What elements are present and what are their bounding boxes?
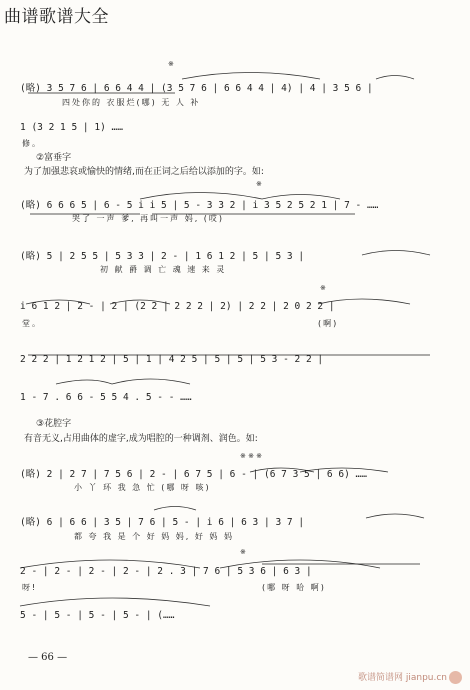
s3-row2-notation: (略) 6 | 6 6 | 3 5 | 7 6 | 5 - | i 6 | 6 3 | 3 7 | <box>20 517 305 528</box>
s2-row2-notation: (略) 5 | 2 5 5 | 5 3 3 | 2 - | 1 6 1 2 | 5 | 5 3 | <box>20 251 305 262</box>
ornament-mark: ※ <box>240 548 246 556</box>
s3-description: 有音无义,占用曲体的虚字,成为唱腔的一种调剂、润色。如: <box>24 434 258 444</box>
s3-row3-lyrics-main: 呀! <box>22 583 38 592</box>
s3-row1-notation: (略) 2 | 2 7 | 7 5 6 | 2 - | 6 7 5 | 6 - | (6 7 3 5 | 6 6) …… <box>20 469 367 480</box>
s3-row3-lyrics-aside: (哪 呀 哈 啊) <box>262 583 326 592</box>
s2-row4-notation: 2 2 2 | 1 2 1 2 | 5 | 1 | 4 2 5 | 5 | 5 | 5 3 - 2 2 | <box>20 354 324 365</box>
s3-row1-lyrics: 小 丫 环 我 急 忙 (哪 呀 咳) <box>74 483 211 492</box>
s1-line2-notation: 1 (3 2 1 5 | 1) …… <box>20 122 123 133</box>
ornament-mark: ※ <box>256 180 262 188</box>
s3-heading: ③花腔字 <box>36 419 72 429</box>
s2-row3-lyrics-aside: (啊) <box>318 319 339 328</box>
ornament-mark: ※ <box>320 284 326 292</box>
s3-row4-notation: 5 - | 5 - | 5 - | 5 - | (…… <box>20 610 175 621</box>
s2-heading: ②富垂字 <box>36 153 72 163</box>
s2-row5-notation: 1 - 7 . 6 6 - 5 5 4 . 5 - - …… <box>20 392 192 403</box>
s2-row3-lyrics-main: 堂。 <box>22 319 42 328</box>
s1-line2-lyrics: 修。 <box>22 139 42 148</box>
watermark <box>358 670 462 684</box>
s2-row3-notation: i 6 1 2 | 2 - | 2 | (2 2 | 2 2 2 | 2) | 2 2 | 2 0 2 2 | <box>20 301 335 312</box>
ornament-mark: ※ <box>168 60 174 68</box>
s1-line1-lyrics: 四处你的 衣服烂(哪) 无 人 补 <box>62 98 201 107</box>
s2-row1-lyrics: 哭了 一声 爹, 再叫一声 妈, (哎) <box>72 214 225 223</box>
s1-line1-notation: (略) 3 5 7 6 | 6 6 4 4 | (3 5 7 6 | 6 6 4 4 | 4) | 4 | 3 5 6 | <box>20 83 373 94</box>
watermark-text: 歌谱简谱网 jianpu.cn <box>357 673 447 683</box>
s3-row3-notation: 2 - | 2 - | 2 - | 2 - | 2 . 3 | 7 6 | 5 3 6 | 6 3 | <box>20 566 312 577</box>
site-header-title: 曲谱歌谱大全 <box>4 7 109 27</box>
s3-row2-lyrics: 都 夸 我 是 个 好 妈 妈, 好 妈 妈 <box>74 532 234 541</box>
site-logo-icon <box>449 671 462 684</box>
s2-row2-lyrics: 初 献 爵 调 亡 魂 速 来 灵 <box>100 265 227 274</box>
page-number: — 66 — <box>28 652 68 663</box>
s2-row1-notation: (略) 6 6 6 5 | 6 - 5 i i 5 | 5 - 3 3 2 | i 3 5 2 5 2 1 | 7 - …… <box>20 200 379 211</box>
s2-description: 为了加强悲哀或愉快的情绪,而在正词之后给以添加的字。如: <box>24 167 264 177</box>
ornament-mark-group: ※ ※ ※ <box>240 452 263 460</box>
